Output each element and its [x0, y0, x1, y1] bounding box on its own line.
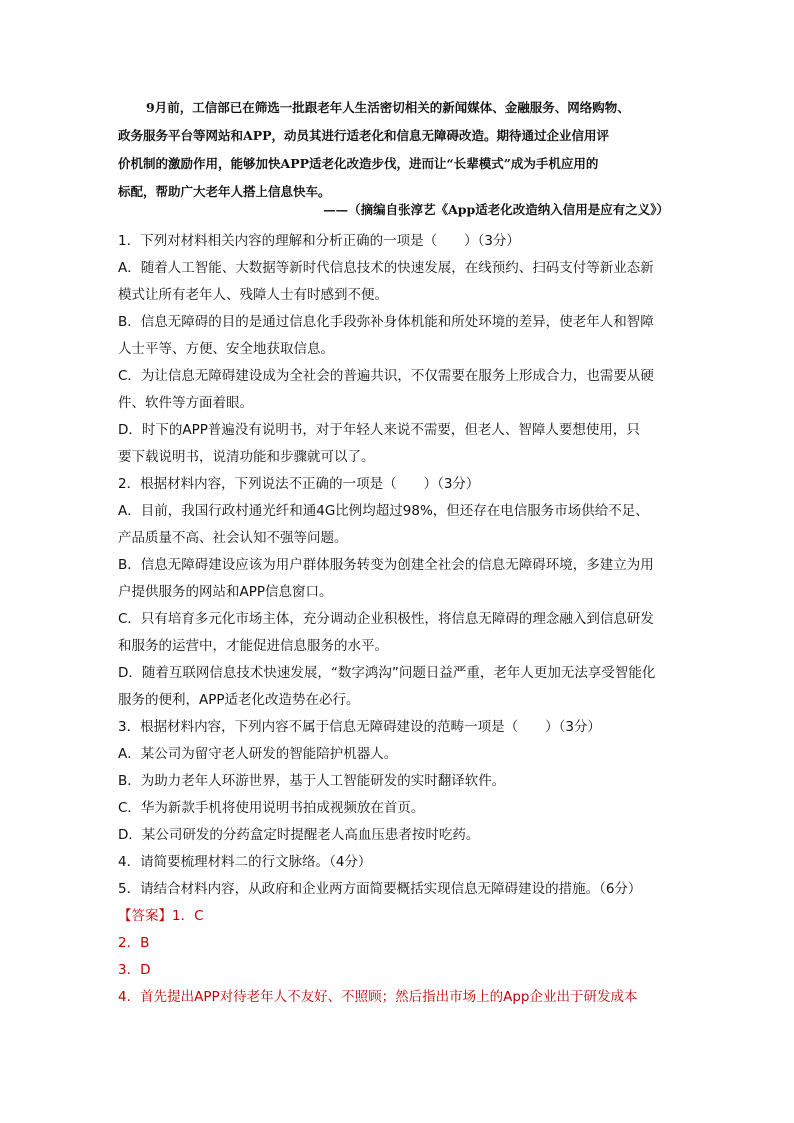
question-line: 户提供服务的网站和APP信息窗口。 [118, 584, 333, 600]
question-line: 产品质量不高、社会认知不强等问题。 [118, 530, 348, 546]
passage-line: 政务服务平台等网站和APP，动员其进行适老化和信息无障碍改造。期待通过企业信用评 [118, 128, 609, 143]
question-line: C．华为新款手机将使用说明书拍成视频放在首页。 [118, 800, 425, 816]
passage-source: ——（摘编自张淳艺《App适老化改造纳入信用是应有之义》） [323, 202, 669, 217]
passage-line: 9月前，工信部已在筛选一批跟老年人生活密切相关的新闻媒体、金融服务、网络购物、 [146, 100, 630, 115]
question-line: 和服务的运营中，才能促进信息服务的水平。 [118, 638, 388, 654]
question-line: 3．根据材料内容，下列内容不属于信息无障碍建设的范畴一项是（ ）（3分） [118, 719, 601, 735]
question-line: 人士平等、方便、安全地获取信息。 [118, 341, 334, 357]
question-line: B．信息无障碍的目的是通过信息化手段弥补身体机能和所处环境的差异，使老年人和智障 [118, 314, 654, 330]
question-line: A．某公司为留守老人研发的智能陪护机器人。 [118, 746, 398, 762]
answer-item: 4．首先提出APP对待老年人不友好、不照顾；然后指出市场上的App企业出于研发成本 [118, 989, 638, 1005]
answer-item: 3．D [118, 962, 151, 978]
question-line: 1．下列对材料相关内容的理解和分析正确的一项是（ ）（3分） [118, 233, 520, 249]
answer-item: 2．B [118, 935, 150, 951]
question-line: 5．请结合材料内容，从政府和企业两方面简要概括实现信息无障碍建设的措施。（6分） [118, 881, 642, 897]
passage-line: 标配，帮助广大老年人搭上信息快车。 [118, 184, 331, 199]
question-line: D．某公司研发的分药盒定时提醒老人高血压患者按时吃药。 [118, 827, 480, 843]
question-line: C．只有培育多元化市场主体，充分调动企业积极性，将信息无障碍的理念融入到信息研发 [118, 611, 654, 627]
passage-line: 价机制的激励作用，能够加快APP适老化改造步伐，进而让“长辈模式”成为手机应用的 [118, 156, 599, 171]
question-line: A．目前，我国行政村通光纤和通4G比例均超过98%，但还存在电信服务市场供给不足、 [118, 503, 649, 519]
question-line: 模式让所有老年人、残障人士有时感到不便。 [118, 287, 388, 303]
question-line: B．为助力老年人环游世界，基于人工智能研发的实时翻译软件。 [118, 773, 506, 789]
question-line: A．随着人工智能、大数据等新时代信息技术的快速发展，在线预约、扫码支付等新业态新 [118, 260, 654, 276]
question-line: 件、软件等方面着眼。 [118, 395, 253, 411]
question-line: 服务的便利，APP适老化改造势在必行。 [118, 692, 360, 708]
question-line: D．时下的APP普遍没有说明书，对于年轻人来说不需要，但老人、智障人要想使用，只 [118, 422, 640, 438]
questions-block [118, 228, 683, 1011]
question-line: 要下载说明书，说清功能和步骤就可以了。 [118, 449, 375, 465]
answer-line [118, 903, 683, 930]
question-line: D．随着互联网信息技术快速发展，“数字鸿沟”问题日益严重，老年人更加无法享受智能化 [118, 665, 656, 681]
answer-label: 【答案】 [118, 908, 172, 924]
question-line: 4．请简要梳理材料二的行文脉络。（4分） [118, 854, 372, 870]
question-line: B．信息无障碍建设应该为用户群体服务转变为创建全社会的信息无障碍环境，多建立为用 [118, 557, 654, 573]
passage-excerpt [118, 94, 683, 206]
question-line: 2．根据材料内容，下列说法不正确的一项是（ ）（3分） [118, 476, 480, 492]
question-line: C．为让信息无障碍建设成为全社会的普遍共识，不仅需要在服务上形成合力，也需要从硬 [118, 368, 654, 384]
answer-item: 1．C [172, 908, 204, 924]
